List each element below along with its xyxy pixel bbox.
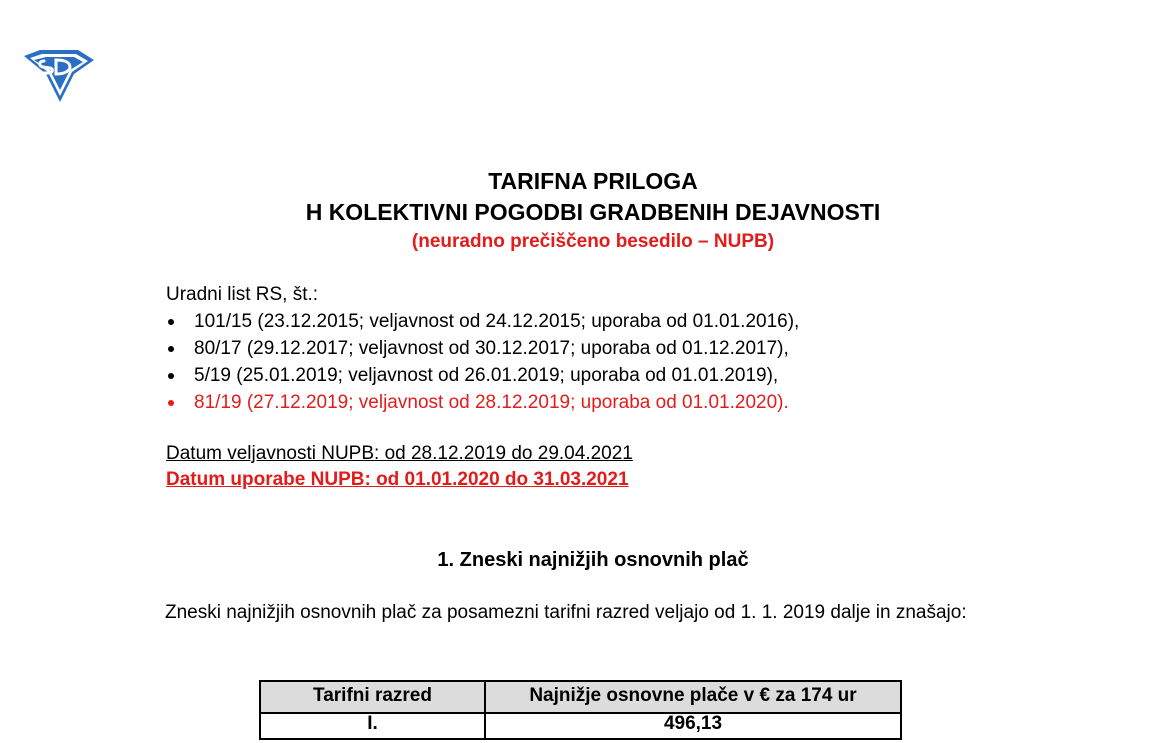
gazette-list-item xyxy=(166,389,799,416)
gazette-label: Uradni list RS, št.: xyxy=(166,284,319,305)
wage-table xyxy=(259,680,902,740)
sd-logo-icon xyxy=(22,48,96,104)
bullet-icon xyxy=(168,400,174,406)
gazette-list-item xyxy=(166,335,799,362)
table-row xyxy=(260,713,901,739)
gazette-item-text: 81/19 (27.12.2019; veljavnost od 28.12.2019; uporaba od 01.01.2020). xyxy=(194,392,789,413)
gazette-list xyxy=(166,308,799,416)
document-subtitle: H KOLEKTIVNI POGODBI GRADBENIH DEJAVNOSTI xyxy=(305,199,881,225)
document-title: TARIFNA PRILOGA xyxy=(488,168,698,194)
gazette-list-item xyxy=(166,308,799,335)
bullet-icon xyxy=(168,346,174,352)
table-cell-tariff-class: I. xyxy=(260,713,485,739)
nupb-note: (neuradno prečiščeno besedilo – NUPB) xyxy=(411,231,775,252)
gazette-item-text: 101/15 (23.12.2015; veljavnost od 24.12.2015; uporaba od 01.01.2016), xyxy=(194,311,800,332)
usage-date: Datum uporabe NUPB: od 01.01.2020 do 31.03.2021 xyxy=(166,469,629,490)
bullet-icon xyxy=(168,373,174,379)
table-header-row xyxy=(260,681,901,713)
gazette-item-text: 5/19 (25.01.2019; veljavnost od 26.01.2019; uporaba od 01.01.2019), xyxy=(194,365,779,386)
gazette-item-text: 80/17 (29.12.2017; veljavnost od 30.12.2017; uporaba od 01.12.2017), xyxy=(194,338,789,359)
section-heading: 1. Zneski najnižjih osnovnih plač xyxy=(437,549,749,571)
column-header-tariff-class: Tarifni razred xyxy=(260,681,485,713)
section-paragraph: Zneski najnižjih osnovnih plač za posamezni tarifni razred veljajo od 1. 1. 2019 dalje in znašajo: xyxy=(165,602,967,623)
validity-date: Datum veljavnosti NUPB: od 28.12.2019 do 29.04.2021 xyxy=(166,443,633,464)
column-header-minimum-wage: Najnižje osnovne plače v € za 174 ur xyxy=(485,681,901,713)
bullet-icon xyxy=(168,319,174,325)
table-cell-wage: 496,13 xyxy=(485,713,901,739)
gazette-list-item xyxy=(166,362,799,389)
